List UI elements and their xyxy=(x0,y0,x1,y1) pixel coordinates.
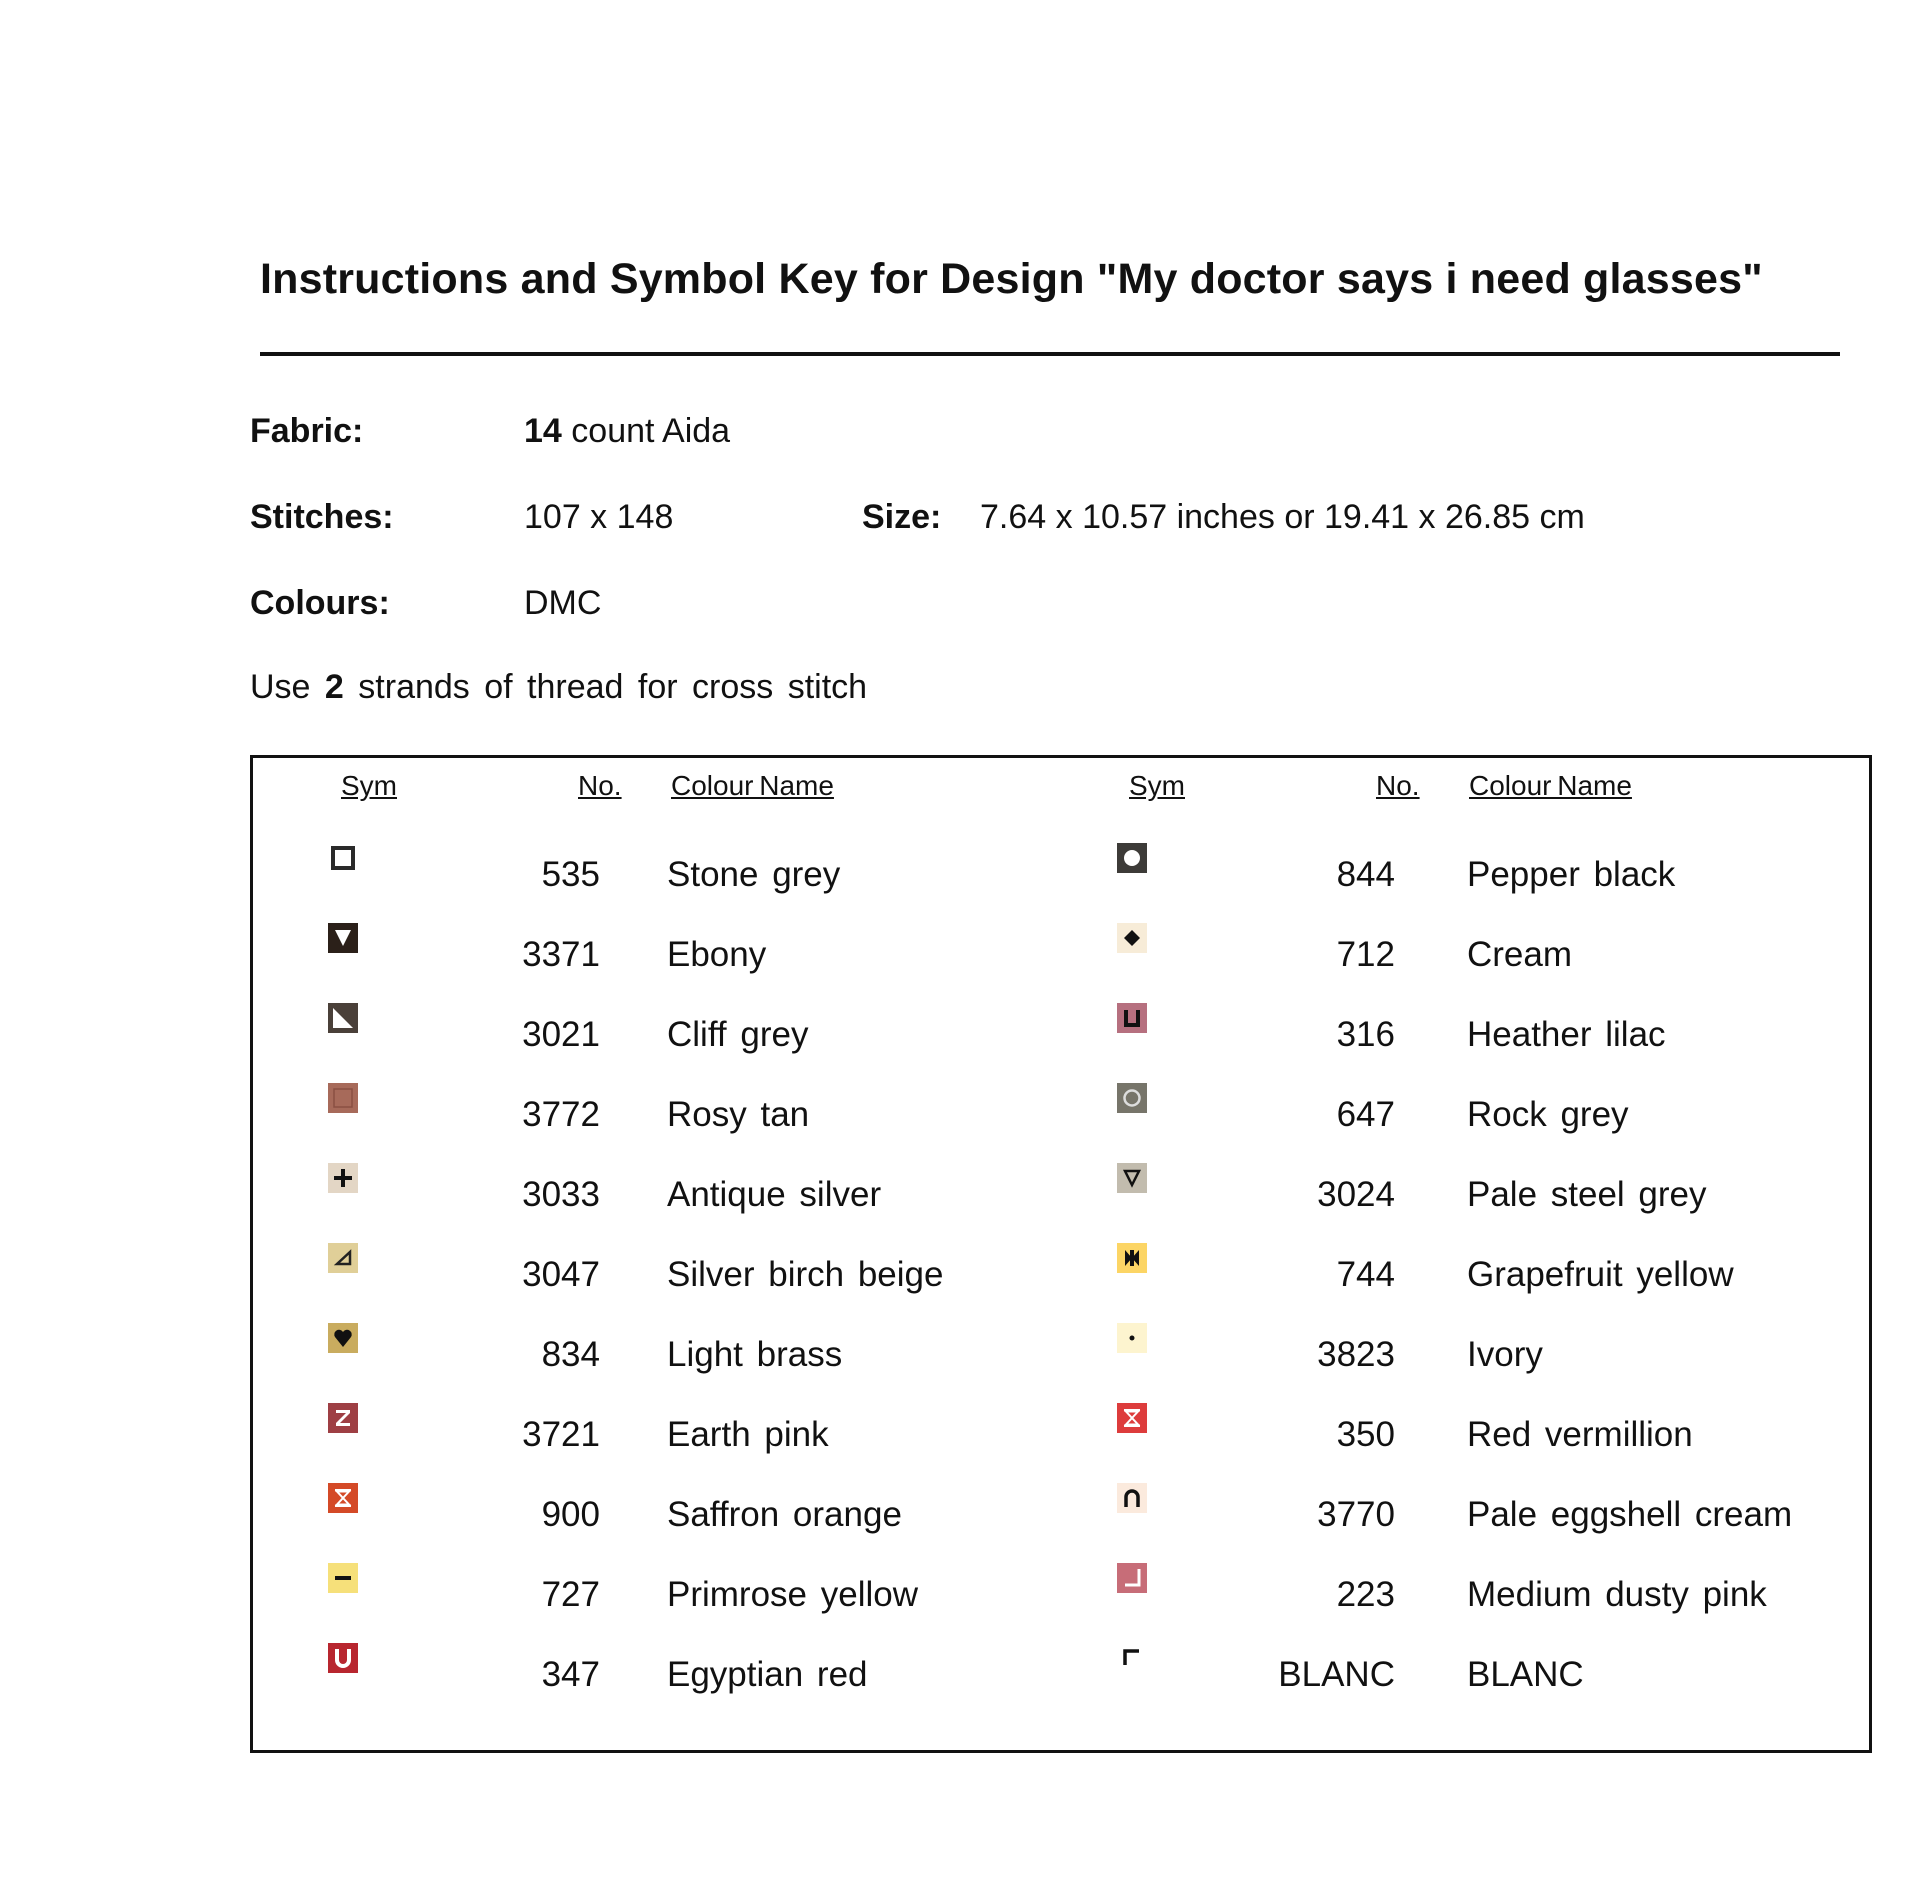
key-row-right xyxy=(253,1323,1869,1383)
colour-name: Cream xyxy=(1467,935,1573,974)
ring-icon xyxy=(1117,843,1147,873)
colour-name: Egyptian red xyxy=(667,1655,868,1694)
corner-bracket-icon xyxy=(1117,1643,1147,1673)
colour-number: 3047 xyxy=(522,1255,600,1294)
key-row-right xyxy=(253,843,1869,903)
colour-number: 844 xyxy=(1336,855,1395,894)
colour-number: 900 xyxy=(541,1495,600,1534)
colour-name: Cliff grey xyxy=(667,1015,809,1054)
small-down-triangle-icon xyxy=(1117,1163,1147,1193)
colour-number: BLANC xyxy=(1278,1655,1395,1694)
symbol-key-table xyxy=(250,755,1872,1753)
bowtie-icon xyxy=(1117,1243,1147,1273)
colour-number: 350 xyxy=(1336,1415,1395,1454)
stitches-label: Stitches: xyxy=(250,498,394,536)
colour-name: Primrose yellow xyxy=(667,1575,918,1614)
header-name-right: Colour Name xyxy=(1469,770,1632,801)
colours-value: DMC xyxy=(524,584,602,622)
title-rule xyxy=(260,352,1840,356)
square-u-icon xyxy=(1117,1003,1147,1033)
key-row-right xyxy=(253,1483,1869,1543)
page-title: Instructions and Symbol Key for Design "My doctor says i need glasses" xyxy=(260,255,1763,303)
header-name-left: Colour Name xyxy=(671,770,834,801)
colour-number: 3024 xyxy=(1317,1175,1395,1214)
colour-number: 712 xyxy=(1336,935,1395,974)
colour-name: BLANC xyxy=(1467,1655,1584,1694)
header-no-right: No. xyxy=(1376,770,1420,801)
colour-name: Light brass xyxy=(667,1335,843,1374)
fabric-type: count Aida xyxy=(571,412,731,450)
diamond-icon xyxy=(1117,923,1147,953)
key-row-right xyxy=(253,1083,1869,1143)
colour-name: Stone grey xyxy=(667,855,841,894)
colour-number: 3021 xyxy=(522,1015,600,1054)
colour-number: 535 xyxy=(541,855,600,894)
colour-name: Pale steel grey xyxy=(1467,1175,1707,1214)
colours-label: Colours: xyxy=(250,584,390,622)
strands-suffix: strands of thread for cross stitch xyxy=(358,668,868,706)
fabric-count: 14 xyxy=(524,412,562,450)
colour-name: Red vermillion xyxy=(1467,1415,1693,1454)
open-circle-icon xyxy=(1117,1083,1147,1113)
colour-name: Saffron orange xyxy=(667,1495,902,1534)
key-row-right xyxy=(253,1563,1869,1623)
colour-number: 3371 xyxy=(522,935,600,974)
strands-prefix: Use xyxy=(250,668,311,706)
colour-number: 744 xyxy=(1336,1255,1395,1294)
key-row-right xyxy=(253,1003,1869,1063)
size-value: 7.64 x 10.57 inches or 19.41 x 26.85 cm xyxy=(980,498,1585,536)
colour-number: 3770 xyxy=(1317,1495,1395,1534)
arch-icon xyxy=(1117,1483,1147,1513)
colour-number: 727 xyxy=(541,1575,600,1614)
colour-name: Pepper black xyxy=(1467,855,1676,894)
colour-name: Ivory xyxy=(1467,1335,1543,1374)
size-label: Size: xyxy=(862,498,942,536)
corner-l-icon xyxy=(1117,1563,1147,1593)
key-row-right xyxy=(253,923,1869,983)
colour-name: Heather lilac xyxy=(1467,1015,1666,1054)
colour-name: Grapefruit yellow xyxy=(1467,1255,1734,1294)
key-row-right xyxy=(253,1403,1869,1463)
key-row-right xyxy=(253,1243,1869,1303)
header-sym-left: Sym xyxy=(341,770,397,801)
colour-number: 3033 xyxy=(522,1175,600,1214)
dot-icon xyxy=(1117,1323,1147,1353)
stitches-value: 107 x 148 xyxy=(524,498,674,536)
key-row-right xyxy=(253,1163,1869,1223)
colour-name: Earth pink xyxy=(667,1415,829,1454)
colour-name: Silver birch beige xyxy=(667,1255,944,1294)
fabric-label: Fabric: xyxy=(250,412,364,450)
colour-number: 3721 xyxy=(522,1415,600,1454)
colour-number: 3772 xyxy=(522,1095,600,1134)
colour-number: 223 xyxy=(1336,1575,1395,1614)
colour-name: Antique silver xyxy=(667,1175,882,1214)
colour-name: Rock grey xyxy=(1467,1095,1629,1134)
colour-number: 347 xyxy=(541,1655,600,1694)
fabric-value xyxy=(524,412,730,451)
colour-number: 316 xyxy=(1336,1015,1395,1054)
colour-name: Medium dusty pink xyxy=(1467,1575,1767,1614)
colour-name: Rosy tan xyxy=(667,1095,810,1134)
colour-number: 647 xyxy=(1336,1095,1395,1134)
strands-count: 2 xyxy=(324,668,344,706)
header-no-left: No. xyxy=(578,770,622,801)
colour-name: Ebony xyxy=(667,935,767,974)
strands-instruction xyxy=(250,668,867,707)
colour-number: 3823 xyxy=(1317,1335,1395,1374)
hourglass-icon xyxy=(1117,1403,1147,1433)
colour-name: Pale eggshell cream xyxy=(1467,1495,1793,1534)
colour-number: 834 xyxy=(541,1335,600,1374)
header-sym-right: Sym xyxy=(1129,770,1185,801)
key-row-right xyxy=(253,1643,1869,1703)
